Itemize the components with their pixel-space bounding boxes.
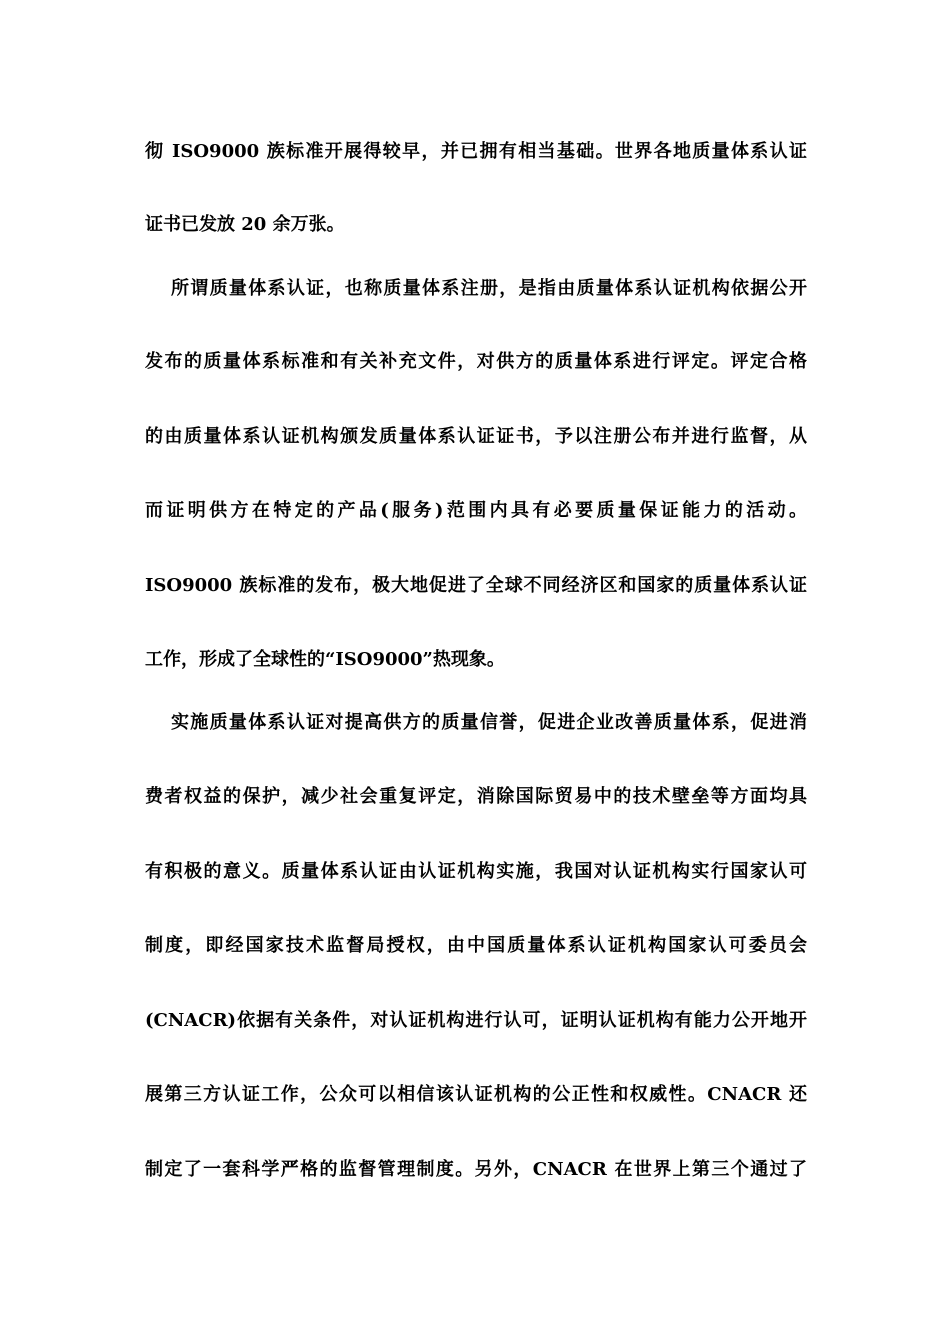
- text-line: 证书已发放 20 余万张。: [145, 214, 345, 235]
- text-line: (CNACR)依据有关条件，对认证机构进行认可，证明认证机构有能力公开地开: [145, 1010, 807, 1031]
- text-line: 发布的质量体系标准和有关补充文件，对供方的质量体系进行评定。评定合格: [145, 351, 807, 372]
- text-line: 制度，即经国家技术监督局授权，由中国质量体系认证机构国家认可委员会: [145, 935, 807, 956]
- text-line: 费者权益的保护，减少社会重复评定，消除国际贸易中的技术壁垒等方面均具: [145, 786, 807, 807]
- text-line: 彻 ISO9000 族标准开展得较早，并已拥有相当基础。世界各地质量体系认证: [145, 141, 807, 162]
- paragraph-first-line: 实施质量体系认证对提高供方的质量信誉，促进企业改善质量体系，促进消: [171, 712, 807, 733]
- text-line: 的由质量体系认证机构颁发质量体系认证证书，予以注册公布并进行监督，从: [145, 426, 807, 447]
- text-line: 制定了一套科学严格的监督管理制度。另外，CNACR 在世界上第三个通过了: [145, 1159, 807, 1180]
- text-line: 有积极的意义。质量体系认证由认证机构实施，我国对认证机构实行国家认可: [145, 861, 807, 882]
- paragraph-first-line: 所谓质量体系认证，也称质量体系注册，是指由质量体系认证机构依据公开: [171, 278, 807, 299]
- text-line: ISO9000 族标准的发布，极大地促进了全球不同经济区和国家的质量体系认证: [145, 575, 807, 596]
- text-line: 工作，形成了全球性的“ISO9000”热现象。: [145, 649, 505, 670]
- text-line: 展第三方认证工作，公众可以相信该认证机构的公正性和权威性。CNACR 还: [145, 1084, 807, 1105]
- text-line: 而证明供方在特定的产品(服务)范围内具有必要质量保证能力的活动。: [145, 500, 807, 521]
